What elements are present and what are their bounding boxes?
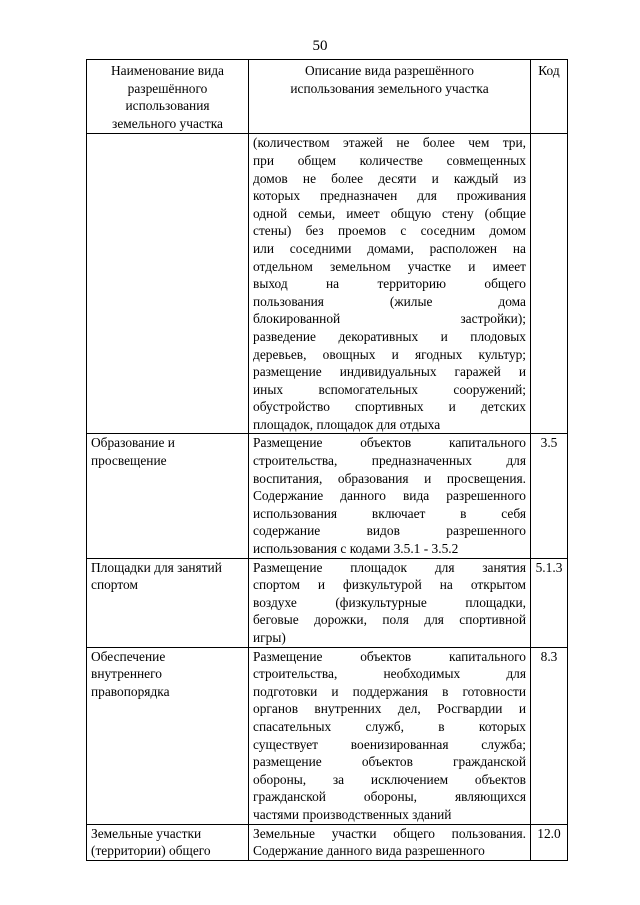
text-line: размещение индивидуальных гаражей и	[253, 364, 526, 380]
land-use-name	[87, 434, 249, 558]
text-line: обустройство спортивных и детских	[253, 399, 526, 415]
table-row	[87, 434, 568, 558]
text-line: воспитания, образования и просвещения.	[253, 470, 526, 486]
land-use-name	[87, 558, 249, 647]
text-line: использования включает в себя	[253, 505, 526, 521]
text-line: просвещение	[91, 453, 167, 469]
text-line: Земельные участки общего пользования.	[253, 825, 526, 841]
text-line: разведение декоративных и плодовых	[253, 328, 526, 344]
land-use-table	[86, 59, 568, 861]
text-line: выход на территорию общего	[253, 276, 526, 292]
text-line: использования с кодами 3.5.1 - 3.5.2	[253, 541, 459, 557]
text-line: использования	[125, 98, 210, 114]
text-line: содержание видов разрешенного	[253, 523, 526, 539]
text-line: при общем количестве совмещенных	[253, 152, 526, 168]
text-line: Содержание данного вида разрешенного	[253, 843, 485, 859]
header-name	[87, 60, 249, 134]
table-header-row	[87, 60, 568, 134]
text-line: спортом	[91, 577, 138, 593]
text-line: органов внутренних дел, Росгвардии и	[253, 701, 526, 717]
land-use-code: 3.5	[531, 434, 568, 558]
text-line: подготовки и поддержания в готовности	[253, 683, 526, 699]
text-line: размещение объектов гражданской	[253, 754, 526, 770]
table-row	[87, 647, 568, 824]
land-use-code: 8.3	[531, 647, 568, 824]
text-line: спортом и физкультурой на открытом	[253, 577, 526, 593]
land-use-code	[531, 134, 568, 434]
land-use-code: 12.0	[531, 824, 568, 860]
text-line: пользования (жилые дома	[253, 293, 526, 309]
text-line: Площадки для занятий	[91, 559, 222, 575]
header-code: Код	[531, 60, 568, 134]
text-line: (территории) общего	[91, 843, 211, 859]
text-line: Обеспечение	[91, 648, 166, 664]
text-line: площадок, площадок для отдыха	[253, 416, 441, 432]
text-line: или соседними домами, расположен на	[253, 240, 526, 256]
header-description	[249, 60, 531, 134]
land-use-description	[249, 134, 531, 434]
land-use-description	[249, 558, 531, 647]
text-line: беговые дорожки, поля для спортивной	[253, 612, 526, 628]
text-line: Размещение площадок для занятия	[253, 559, 526, 575]
text-line: обороны, за исключением объектов	[253, 771, 526, 787]
text-line: домов не более десяти и каждый из	[253, 170, 526, 186]
text-line: Образование и	[91, 435, 175, 451]
text-line: спасательных служб, в которых	[253, 718, 526, 734]
text-line: которых предназначен для проживания	[253, 188, 526, 204]
text-line: игры)	[253, 630, 286, 645]
text-line: стены) без проемов с соседним домом	[253, 223, 526, 239]
land-use-name	[87, 647, 249, 824]
text-line: одной семьи, имеет общую стену (общие	[253, 205, 526, 221]
text-line: Размещение объектов капитального	[253, 648, 526, 664]
text-line: гражданской обороны, являющихся	[253, 789, 526, 805]
text-line: Содержание данного вида разрешенного	[253, 488, 526, 504]
table-row	[87, 134, 568, 434]
table-row	[87, 558, 568, 647]
text-line: Описание вида разрешённого	[305, 63, 474, 78]
text-line: частями производственных зданий	[253, 806, 452, 822]
text-line: использования земельного участка	[290, 80, 489, 96]
land-use-description	[249, 824, 531, 860]
text-line: деревьев, овощных и ягодных культур;	[253, 346, 526, 362]
land-use-code: 5.1.3	[531, 558, 568, 647]
land-use-description	[249, 647, 531, 824]
text-line: строительства, предназначенных для	[253, 453, 526, 469]
text-line: блокированной застройки);	[253, 311, 526, 327]
text-line: правопорядка	[91, 683, 170, 699]
text-line: Наименование вида	[110, 63, 225, 78]
text-line: Размещение объектов капитального	[253, 435, 526, 451]
page-number: 50	[312, 38, 328, 54]
text-line: внутреннего	[91, 666, 162, 682]
text-line: отдельном земельном участке и имеет	[253, 258, 526, 274]
land-use-description	[249, 434, 531, 558]
text-line: существует военизированная служба;	[253, 736, 526, 752]
text-line: воздухе (физкультурные площадки,	[253, 594, 526, 610]
table-row	[87, 824, 568, 860]
text-line: строительства, необходимых для	[253, 666, 526, 682]
text-line: разрешённого	[127, 80, 208, 96]
land-use-name	[87, 824, 249, 860]
text-line: (количеством этажей не более чем три,	[253, 135, 526, 151]
text-line: земельного участка	[112, 115, 223, 131]
land-use-name	[87, 134, 249, 434]
text-line: Земельные участки	[91, 825, 202, 841]
text-line: иных вспомогательных сооружений;	[253, 381, 526, 397]
